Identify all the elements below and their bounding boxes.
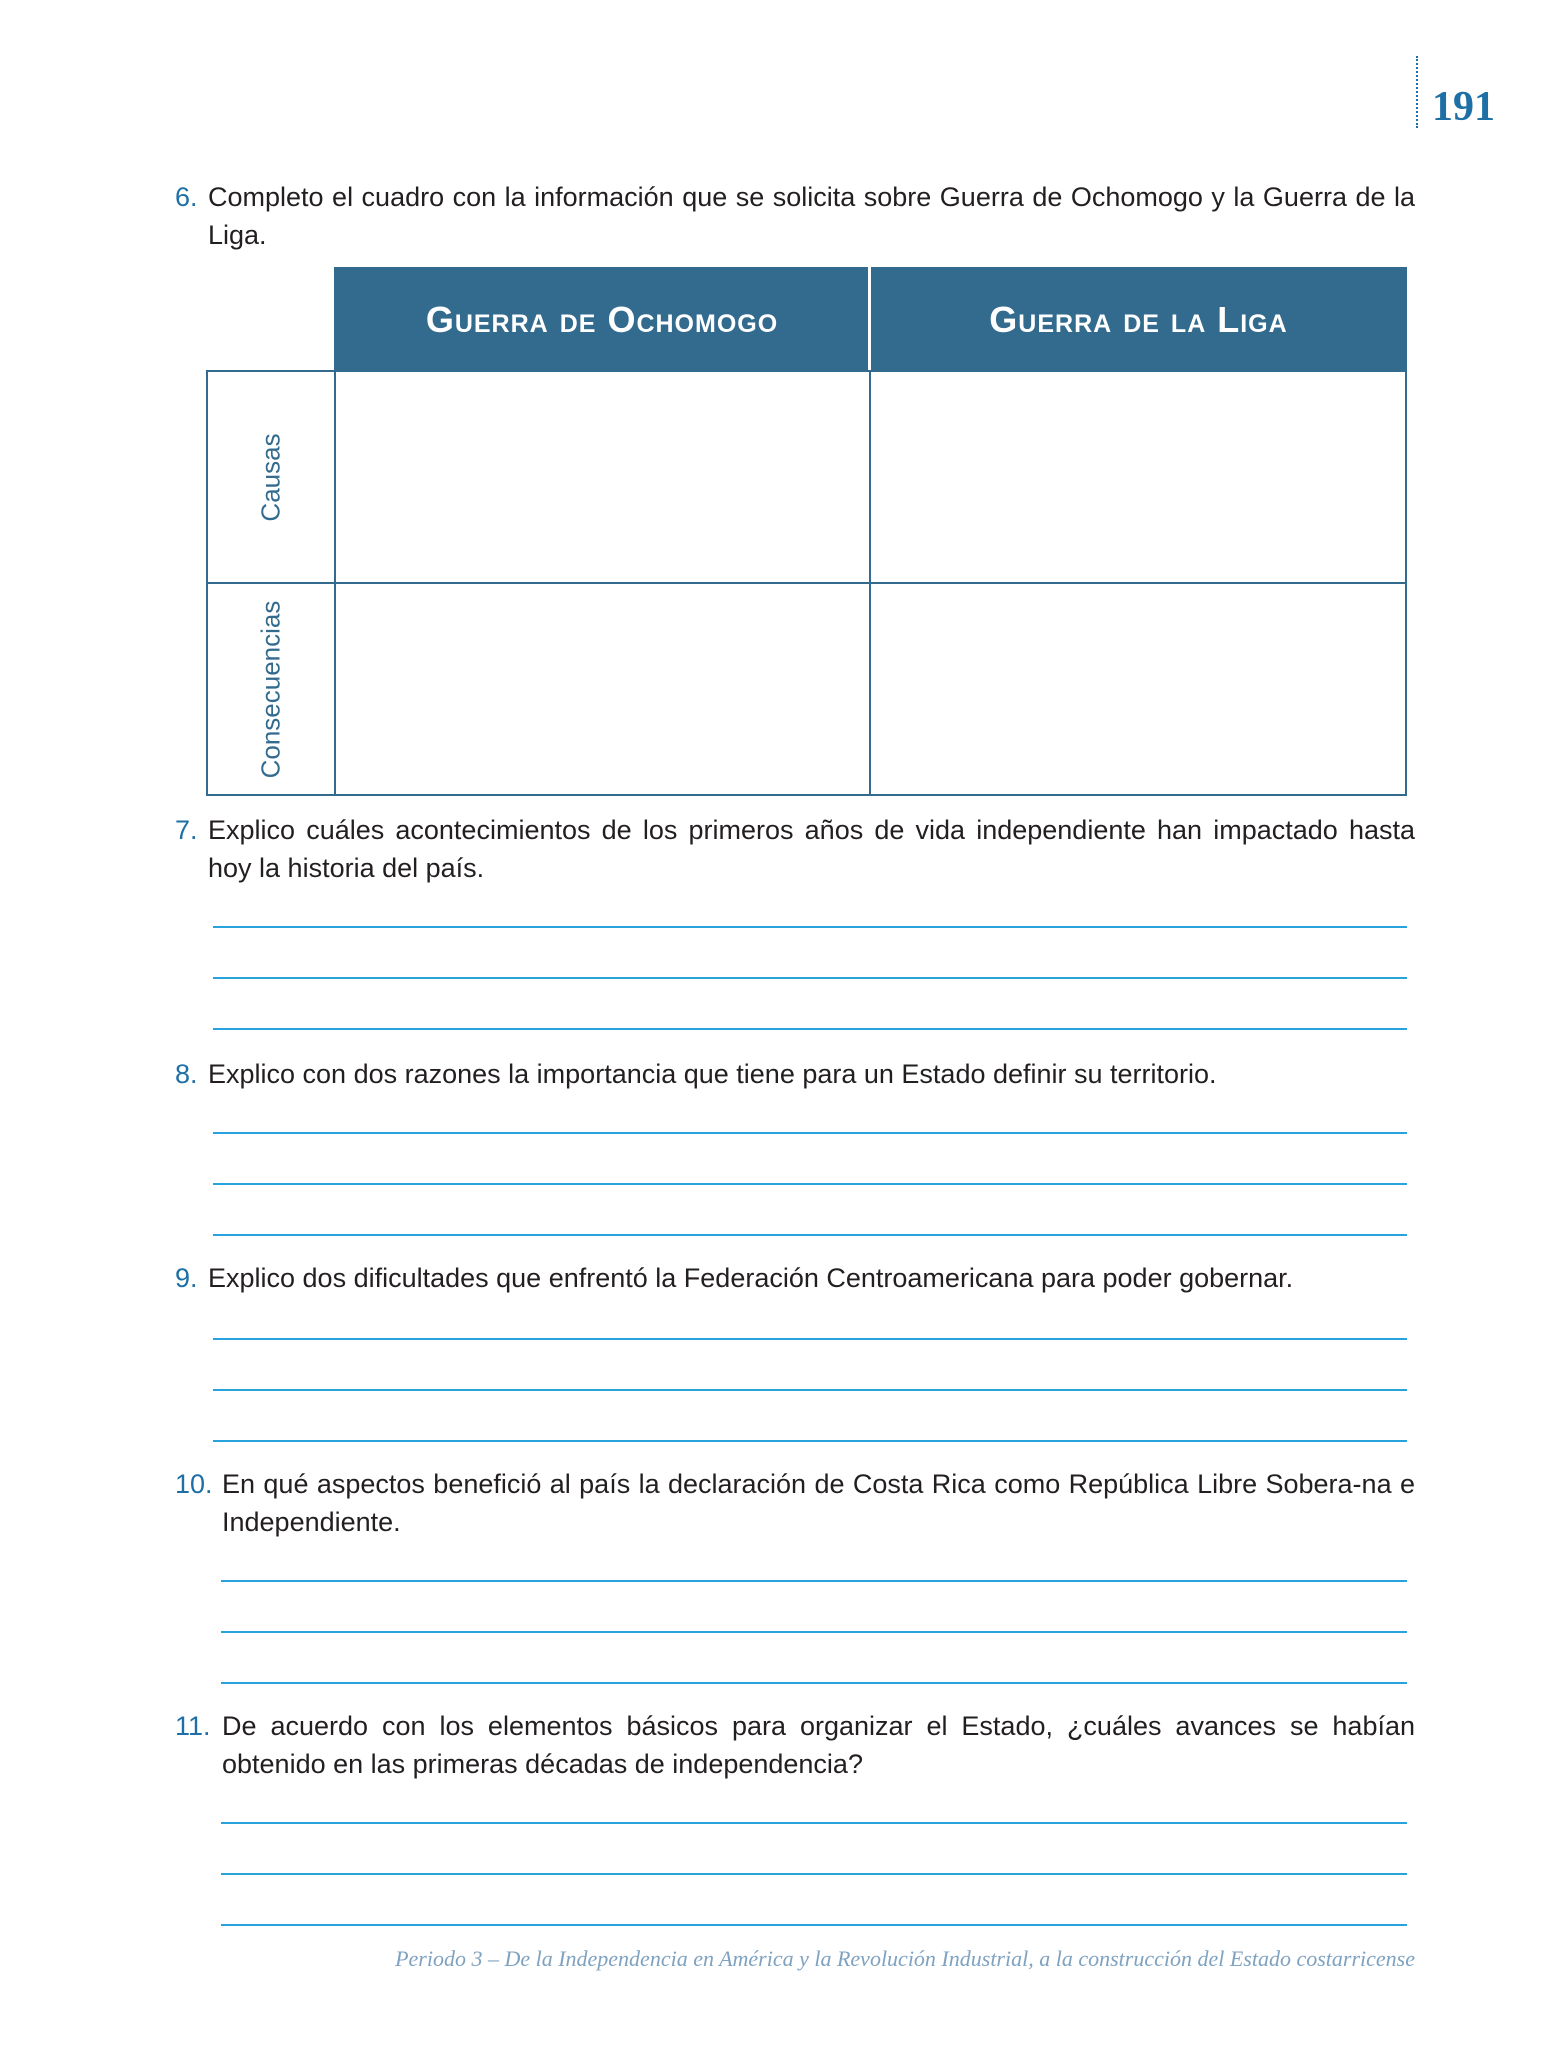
question-7 xyxy=(175,811,1415,887)
table-cell[interactable] xyxy=(869,370,1407,584)
question-text: Explico dos dificultades que enfrentó la Federación Centroamericana para poder gobernar. xyxy=(208,1263,1294,1293)
row-label-consecuencias xyxy=(206,582,336,796)
question-number: 8. xyxy=(175,1059,198,1089)
answer-line[interactable] xyxy=(213,926,1407,928)
answer-line[interactable] xyxy=(213,1132,1407,1134)
question-8 xyxy=(175,1055,1415,1093)
answer-line[interactable] xyxy=(213,1183,1407,1185)
question-number: 7. xyxy=(175,815,198,845)
question-10 xyxy=(175,1465,1415,1541)
answer-line[interactable] xyxy=(213,977,1407,979)
question-number: 6. xyxy=(175,182,198,212)
question-text: Explico cuáles acontecimientos de los primeros años de vida independiente han impactado hasta hoy la historia del país. xyxy=(208,815,1415,883)
table-cell[interactable] xyxy=(334,582,871,796)
question-number: 10. xyxy=(175,1469,213,1499)
question-number: 11. xyxy=(175,1711,211,1741)
page-number: 191 xyxy=(1416,56,1495,128)
table-cell[interactable] xyxy=(334,370,871,584)
row-label-causas xyxy=(206,370,336,584)
table-cell[interactable] xyxy=(869,582,1407,796)
answer-line[interactable] xyxy=(221,1580,1407,1582)
column-header-label: Guerra de la Liga xyxy=(989,298,1288,340)
question-text: En qué aspectos benefició al país la declaración de Costa Rica como República Libre Sobera-na e Independiente. xyxy=(222,1469,1415,1537)
answer-line[interactable] xyxy=(221,1682,1407,1684)
column-divider xyxy=(868,267,871,372)
answer-line[interactable] xyxy=(213,1389,1407,1391)
row-label-text: Consecuencias xyxy=(255,600,286,778)
column-header-label: Guerra de Ochomogo xyxy=(425,298,779,340)
question-text: Explico con dos razones la importancia que tiene para un Estado definir su territorio. xyxy=(208,1059,1217,1089)
question-text: Completo el cuadro con la información que se solicita sobre Guerra de Ochomogo y la Guerra de la Liga. xyxy=(208,182,1415,250)
question-6 xyxy=(175,178,1415,254)
question-9 xyxy=(175,1259,1415,1297)
question-number: 9. xyxy=(175,1263,198,1293)
question-text: De acuerdo con los elementos básicos para organizar el Estado, ¿cuáles avances se habían obtenido en las primeras décadas de independencia? xyxy=(222,1711,1415,1779)
answer-line[interactable] xyxy=(213,1234,1407,1236)
answer-line[interactable] xyxy=(221,1873,1407,1875)
answer-line[interactable] xyxy=(221,1822,1407,1824)
answer-line[interactable] xyxy=(213,1028,1407,1030)
column-header-liga xyxy=(870,267,1407,372)
answer-line[interactable] xyxy=(221,1631,1407,1633)
column-header-ochomogo xyxy=(334,267,870,372)
answer-line[interactable] xyxy=(213,1338,1407,1340)
question-11 xyxy=(175,1707,1415,1783)
answer-line[interactable] xyxy=(221,1924,1407,1926)
page-footer: Periodo 3 – De la Independencia en América y la Revolución Industrial, a la construcción del Estado costarricense xyxy=(395,1946,1415,1971)
row-label-text: Causas xyxy=(255,432,286,522)
answer-line[interactable] xyxy=(213,1440,1407,1442)
